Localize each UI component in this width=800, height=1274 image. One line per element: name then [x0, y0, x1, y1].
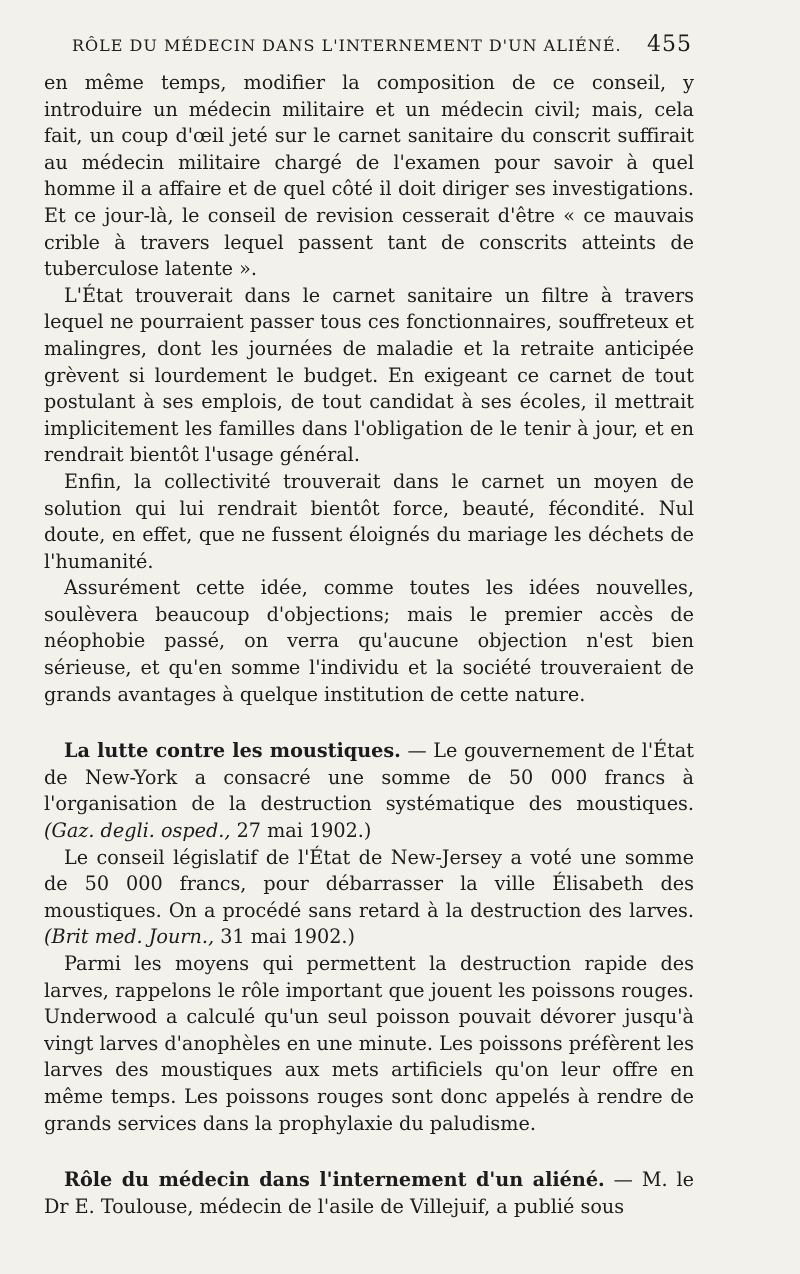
source-bmj-date: 31 mai 1902.)	[220, 925, 355, 949]
section-title-moustiques: La lutte contre les moustiques.	[64, 739, 401, 763]
paragraph-carnet-etat: L'État trouverait dans le carnet sanitaire un filtre à travers lequel ne pourraient passer tous ces fonctionnaires, souffreteux et malingres, dont les journées de maladie et la retraite anticipée grèvent si lourdement le budget. En exigeant ce carnet de tout postulant à ses emplois, de tout candidat à ses écoles, il mettrait implicitement les familles dans l'obligation de le tenir à jour, et en rendrait bientôt l'usage général.	[44, 283, 694, 467]
section-title-role-medecin: Rôle du médecin dans l'internement d'un aliéné.	[64, 1168, 605, 1192]
section-spacer	[44, 708, 694, 738]
page-number: 455	[647, 32, 692, 57]
paragraph-carnet-collectivite: Enfin, la collectivité trouverait dans le carnet un moyen de solution qui lui rendrait bientôt force, beauté, fécondité. Nul doute, en effet, que ne fussent éloignés du mariage les déchets de l'humanité.	[44, 469, 694, 573]
source-gazette: (Gaz. degli. osped.,	[44, 819, 231, 843]
paragraph-poissons-rouges: Parmi les moyens qui permettent la destruction rapide des larves, rappelons le rôle important que jouent les poissons rouges. Underwood a calculé qu'un seul poisson pouvait dévorer jusqu'à vingt larves d'anophèles en une minute. Les poissons préfèrent les larves des moustiques aux mets artificiels qu'on leur offre en même temps. Les poissons rouges sont donc appelés à rendre de grands services dans la prophylaxie du paludisme.	[44, 952, 694, 1135]
moustiques-ny-text: Le gouvernement de l'État de New-York a consacré une somme de 50 000 francs à l'organisation de la destruction systématique des moustiques.	[44, 739, 695, 816]
source-bmj: (Brit med. Journ.,	[44, 925, 215, 949]
title-dash: —	[604, 1168, 642, 1192]
body-text	[44, 70, 694, 1220]
paragraph-moustiques-new-york	[44, 738, 694, 844]
paragraph-moustiques-new-jersey	[44, 845, 694, 951]
paragraph-carnet-objections: Assurément cette idée, comme toutes les idées nouvelles, soulèvera beaucoup d'objections; mais le premier accès de néophobie passé, on verra qu'aucune objection n'est bien sérieuse, et qu'en somme l'individu et la société trouveraient de grands avantages à quelque institution de cette nature.	[44, 576, 694, 706]
running-title: RÔLE DU MÉDECIN DANS L'INTERNEMENT D'UN ALIÉNÉ.	[72, 36, 622, 55]
title-dash: —	[400, 739, 434, 763]
source-gazette-date: 27 mai 1902.)	[236, 819, 372, 843]
paragraph-role-medecin	[44, 1167, 694, 1220]
moustiques-nj-text: Le conseil législatif de l'État de New-Jersey a voté une somme de 50 000 francs, pour débarrasser la ville Élisabeth des moustiques. On a procédé sans retard à la destruction des larves.	[44, 845, 694, 922]
section-spacer	[44, 1137, 694, 1167]
role-medecin-text: M. le Dr E. Toulouse, médecin de l'asile de Villejuif, a publié sous	[44, 1168, 694, 1218]
paragraph-carnet-conseil: en même temps, modifier la composition de ce conseil, y introduire un médecin militaire et un médecin civil; mais, cela fait, un coup d'œil jeté sur le carnet sanitaire du conscrit suffirait au médecin militaire chargé de l'examen pour savoir à quel homme il a affaire et de quel côté il doit diriger ses investigations. Et ce jour-là, le conseil de revision cesserait d'être « ce mauvais crible à travers lequel passent tant de conscrits atteints de tuberculose latente ».	[44, 71, 694, 281]
running-header	[72, 32, 692, 64]
